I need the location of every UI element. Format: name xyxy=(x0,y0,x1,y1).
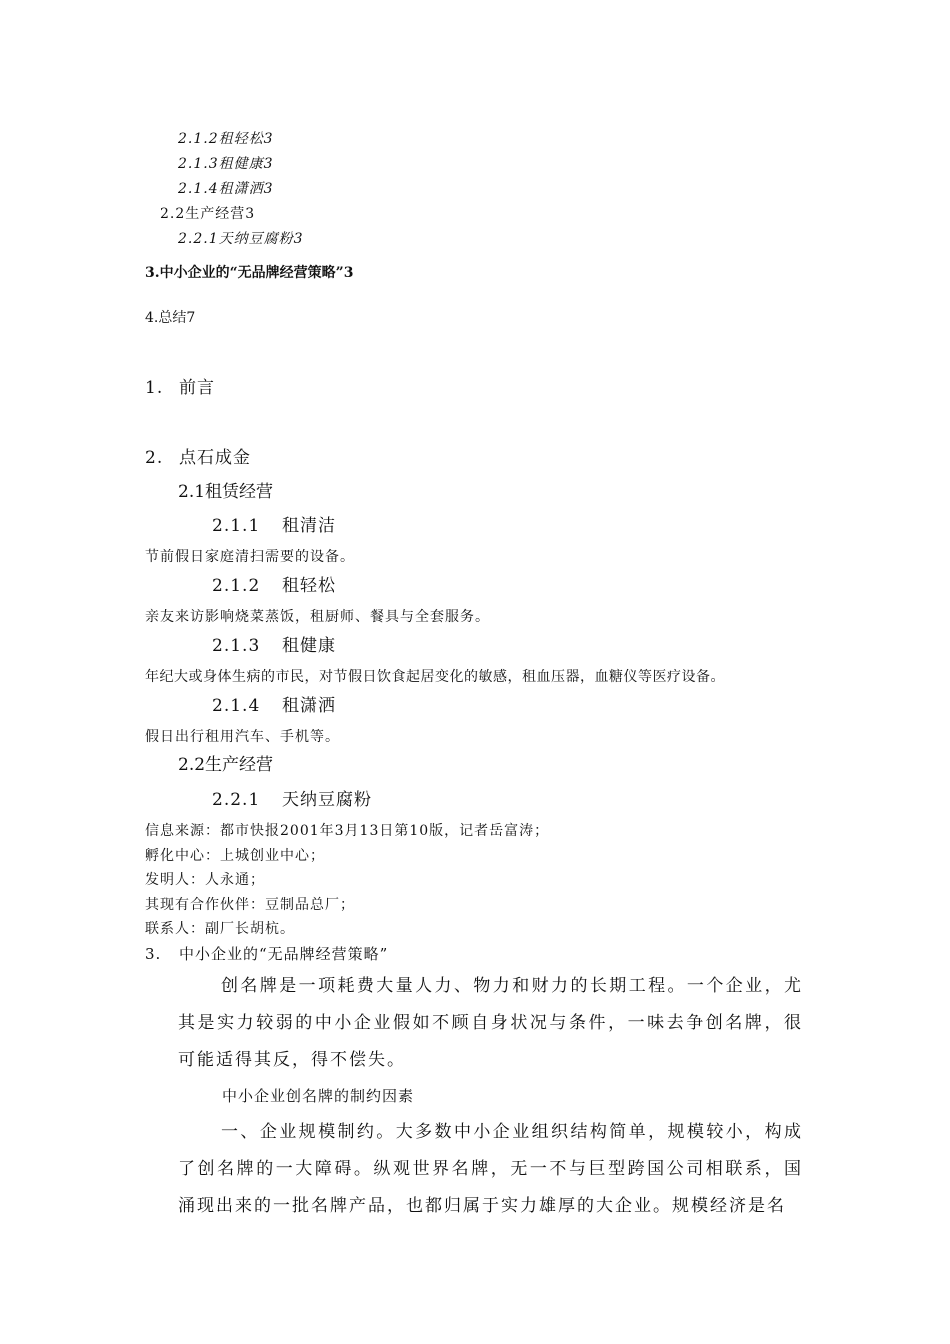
heading-2-2: 2.2生产经营 xyxy=(178,755,274,775)
desc-2-1-4: 假日出行租用汽车、手机等。 xyxy=(145,729,340,745)
paragraph-intro: 创名牌是一项耗费大量人力、物力和财力的长期工程。一个企业，尤其是实力较弱的中小企业假如不顾自身状况与条件，一味去争创名牌，很可能适得其反，得不偿失。 xyxy=(178,976,803,1070)
heading-title: 租潇洒 xyxy=(282,696,336,716)
heading-title: 租清洁 xyxy=(282,516,336,536)
heading-title: 天纳豆腐粉 xyxy=(282,790,372,810)
heading-number: 1. xyxy=(145,378,164,398)
paragraph-scale: 一、企业规模制约。大多数中小企业组织结构简单，规模较小，构成了创名牌的一大障碍。纵观世界名牌，无一不与巨型跨国公司相联系，国涌现出来的一批名牌产品，也都归属于实力雄厚的大企业。规模经济是名 xyxy=(178,1122,803,1216)
heading-title: 前言 xyxy=(179,378,215,398)
heading-2-main xyxy=(145,443,251,468)
info-line: 联系人：副厂长胡杭。 xyxy=(145,921,295,937)
info-line: 其现有合作伙伴：豆制品总厂； xyxy=(145,897,355,913)
heading-2-1-3 xyxy=(212,631,336,656)
heading-1-preface xyxy=(145,373,215,398)
toc-entry-2-1-3[interactable]: 2.1.3租健康3 xyxy=(178,156,274,172)
toc-entry-4[interactable]: 4.总结7 xyxy=(145,310,196,326)
heading-number: 2.1.2 xyxy=(212,576,261,596)
toc-entry-2-1-4[interactable]: 2.1.4租潇洒3 xyxy=(178,181,274,197)
info-line: 孵化中心：上城创业中心； xyxy=(145,848,325,864)
heading-2-1-1 xyxy=(212,511,336,536)
info-line: 信息来源：都市快报2001年3月13日第10版，记者岳富涛； xyxy=(145,823,550,839)
heading-2-1-2 xyxy=(212,571,336,596)
heading-number: 2.1.3 xyxy=(212,636,261,656)
heading-number: 3. xyxy=(145,945,162,963)
heading-number: 2.1.4 xyxy=(212,696,261,716)
desc-2-1-1: 节前假日家庭清扫需要的设备。 xyxy=(145,549,355,565)
heading-title: 中小企业的“无品牌经营策略” xyxy=(179,945,389,963)
desc-2-1-3: 年纪大或身体生病的市民，对节假日饮食起居变化的敏感，租血压器，血糖仪等医疗设备。 xyxy=(145,669,725,685)
heading-title: 租健康 xyxy=(282,636,336,656)
heading-2-1-4 xyxy=(212,691,336,716)
subheading-constraints: 中小企业创名牌的制约因素 xyxy=(222,1087,415,1105)
heading-number: 2.2.1 xyxy=(212,790,261,810)
heading-2-1: 2.1租赁经营 xyxy=(178,482,274,502)
toc-entry-2-2-1[interactable]: 2.2.1天纳豆腐粉3 xyxy=(178,231,304,247)
heading-2-2-1 xyxy=(212,785,372,810)
heading-title: 租轻松 xyxy=(282,576,336,596)
heading-title: 点石成金 xyxy=(179,448,251,468)
info-line: 发明人：人永通； xyxy=(145,872,265,888)
toc-entry-2-1-2[interactable]: 2.1.2租轻松3 xyxy=(178,131,274,147)
desc-2-1-2: 亲友来访影响烧菜蒸饭，租厨师、餐具与全套服务。 xyxy=(145,609,490,625)
heading-number: 2.1.1 xyxy=(212,516,261,536)
heading-number: 2. xyxy=(145,448,164,468)
toc-entry-3[interactable]: 3.中小企业的“无品牌经营策略”3 xyxy=(145,265,354,281)
heading-3 xyxy=(145,943,388,964)
toc-entry-2-2[interactable]: 2.2生产经营3 xyxy=(160,206,256,222)
